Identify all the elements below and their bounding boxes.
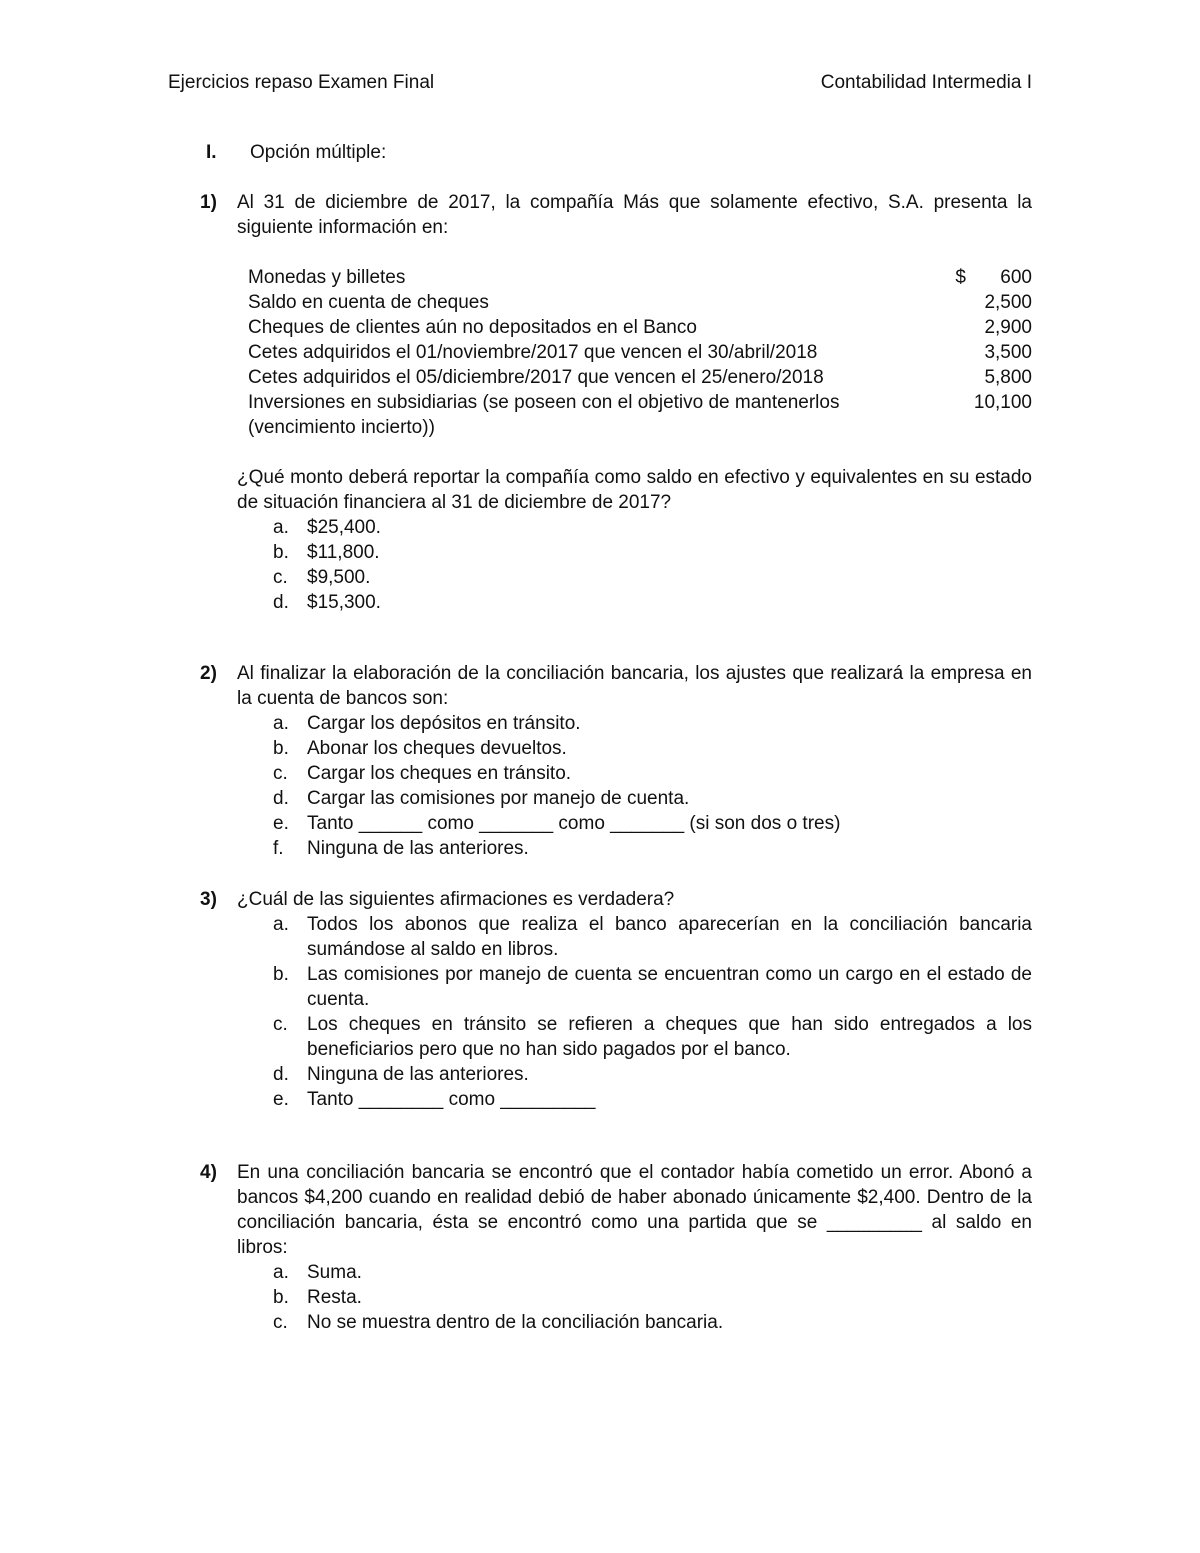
option-letter: b. bbox=[273, 964, 289, 985]
row-description: Monedas y billetes bbox=[248, 267, 406, 288]
option-text: Abonar los cheques devueltos. bbox=[307, 738, 567, 759]
option-text: $15,300. bbox=[307, 592, 381, 613]
question-4 bbox=[200, 1160, 1032, 1335]
question-number: 3) bbox=[200, 889, 217, 910]
question-text: Al finalizar la elaboración de la conciliación bancaria, los ajustes que realizará la empresa en la cuenta de bancos son: bbox=[237, 663, 1032, 709]
option-item bbox=[270, 736, 1032, 761]
option-text: No se muestra dentro de la conciliación bancaria. bbox=[307, 1312, 724, 1333]
data-table bbox=[248, 265, 1032, 440]
section-number: I. bbox=[206, 142, 217, 163]
table-row bbox=[248, 290, 1032, 315]
option-item bbox=[270, 1285, 1032, 1310]
option-letter: a. bbox=[273, 914, 289, 935]
row-amount: 600 bbox=[1000, 267, 1032, 288]
option-letter: e. bbox=[273, 813, 289, 834]
row-description: Cetes adquiridos el 05/diciembre/2017 que vencen el 25/enero/2018 bbox=[248, 367, 824, 388]
row-description: Saldo en cuenta de cheques bbox=[248, 292, 489, 313]
option-letter: d. bbox=[273, 788, 289, 809]
table-row bbox=[248, 265, 1032, 290]
options-list bbox=[270, 515, 1032, 615]
option-item bbox=[270, 515, 1032, 540]
option-item bbox=[270, 711, 1032, 736]
question-number: 1) bbox=[200, 192, 217, 213]
section-heading bbox=[206, 140, 386, 165]
option-text: $9,500. bbox=[307, 567, 371, 588]
option-item bbox=[270, 912, 1032, 962]
option-letter: c. bbox=[273, 763, 288, 784]
option-text: Todos los abonos que realiza el banco aparecerían en la conciliación bancaria sumándose al saldo en libros. bbox=[307, 914, 1032, 960]
option-item bbox=[270, 1260, 1032, 1285]
option-text: Las comisiones por manejo de cuenta se encuentran como un cargo en el estado de cuenta. bbox=[307, 964, 1032, 1010]
option-text: Resta. bbox=[307, 1287, 362, 1308]
question-2 bbox=[200, 661, 1032, 861]
option-item bbox=[270, 811, 1032, 836]
row-amount: 2,900 bbox=[984, 317, 1032, 338]
option-letter: f. bbox=[273, 838, 284, 859]
option-letter: b. bbox=[273, 542, 289, 563]
question-1 bbox=[200, 190, 1032, 615]
option-text: Ninguna de las anteriores. bbox=[307, 838, 529, 859]
question-prompt: ¿Qué monto deberá reportar la compañía como saldo en efectivo y equivalentes en su estado de situación financiera al 31 de diciembre de 2017? bbox=[237, 467, 1032, 513]
table-row bbox=[248, 315, 1032, 340]
option-letter: c. bbox=[273, 567, 288, 588]
currency-symbol: $ bbox=[955, 267, 966, 288]
row-amount: 10,100 bbox=[973, 392, 1032, 413]
option-item bbox=[270, 786, 1032, 811]
option-item bbox=[270, 836, 1032, 861]
option-letter: c. bbox=[273, 1312, 288, 1333]
question-text: Al 31 de diciembre de 2017, la compañía Más que solamente efectivo, S.A. presenta la siguiente información en: bbox=[237, 192, 1032, 238]
row-description: Cheques de clientes aún no depositados en el Banco bbox=[248, 317, 697, 338]
option-item bbox=[270, 1310, 1032, 1335]
option-text: Ninguna de las anteriores. bbox=[307, 1064, 529, 1085]
option-text: Los cheques en tránsito se refieren a cheques que han sido entregados a los beneficiarios pero que no han sido pagados por el banco. bbox=[307, 1014, 1032, 1060]
option-item bbox=[270, 1012, 1032, 1062]
option-text: Cargar los cheques en tránsito. bbox=[307, 763, 572, 784]
option-item bbox=[270, 1062, 1032, 1087]
option-text: Tanto ______ como _______ como _______ (si son dos o tres) bbox=[307, 813, 841, 834]
option-text: $11,800. bbox=[307, 542, 380, 563]
option-text: Tanto ________ como _________ bbox=[307, 1089, 596, 1110]
table-row bbox=[248, 340, 1032, 365]
row-amount: 3,500 bbox=[984, 342, 1032, 363]
question-3 bbox=[200, 887, 1032, 1112]
option-text: Suma. bbox=[307, 1262, 362, 1283]
option-letter: a. bbox=[273, 517, 289, 538]
row-amount: 2,500 bbox=[984, 292, 1032, 313]
option-letter: d. bbox=[273, 592, 289, 613]
option-item bbox=[270, 565, 1032, 590]
header-left: Ejercicios repaso Examen Final bbox=[168, 72, 435, 93]
option-item bbox=[270, 590, 1032, 615]
option-item bbox=[270, 1087, 1032, 1112]
option-item bbox=[270, 761, 1032, 786]
option-letter: a. bbox=[273, 1262, 289, 1283]
question-number: 2) bbox=[200, 663, 217, 684]
question-number: 4) bbox=[200, 1162, 217, 1183]
row-amount: 5,800 bbox=[984, 367, 1032, 388]
question-text: ¿Cuál de las siguientes afirmaciones es verdadera? bbox=[237, 889, 675, 910]
header-right: Contabilidad Intermedia I bbox=[820, 72, 1032, 93]
option-letter: b. bbox=[273, 1287, 289, 1308]
options-list bbox=[270, 711, 1032, 861]
options-list bbox=[270, 912, 1032, 1112]
row-description: Cetes adquiridos el 01/noviembre/2017 que vencen el 30/abril/2018 bbox=[248, 342, 818, 363]
option-letter: b. bbox=[273, 738, 289, 759]
table-row bbox=[248, 390, 1032, 440]
option-letter: c. bbox=[273, 1014, 288, 1035]
row-description: Inversiones en subsidiarias (se poseen con el objetivo de mantenerlos (vencimiento incierto)) bbox=[248, 392, 840, 438]
option-text: Cargar los depósitos en tránsito. bbox=[307, 713, 581, 734]
option-letter: a. bbox=[273, 713, 289, 734]
table-row bbox=[248, 365, 1032, 390]
options-list bbox=[270, 1260, 1032, 1335]
option-letter: e. bbox=[273, 1089, 289, 1110]
page-header bbox=[168, 70, 1032, 95]
question-text: En una conciliación bancaria se encontró que el contador había cometido un error. Abonó a bancos $4,200 cuando en realidad debió de haber abonado únicamente $2,400. Dentro de la conciliación bancaria, ésta se encontró como una partida que se _________ al saldo en libros: bbox=[237, 1162, 1032, 1258]
option-text: Cargar las comisiones por manejo de cuenta. bbox=[307, 788, 690, 809]
option-letter: d. bbox=[273, 1064, 289, 1085]
section-title: Opción múltiple: bbox=[250, 142, 387, 163]
option-item bbox=[270, 962, 1032, 1012]
option-item bbox=[270, 540, 1032, 565]
option-text: $25,400. bbox=[307, 517, 381, 538]
